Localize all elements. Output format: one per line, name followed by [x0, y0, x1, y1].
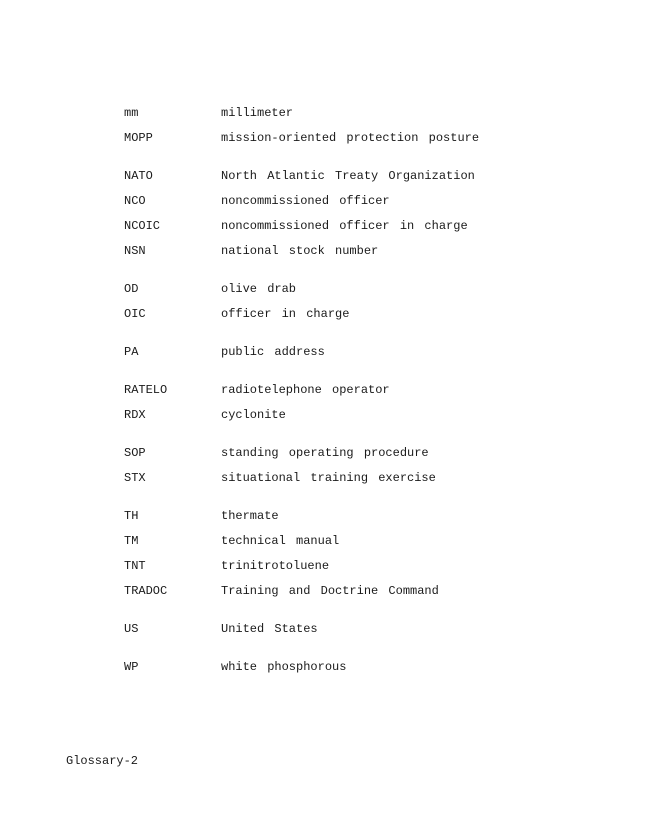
glossary-entry: [124, 339, 544, 364]
glossary-term: NSN: [124, 243, 146, 258]
glossary-term: US: [124, 621, 139, 636]
glossary-term: NCO: [124, 193, 146, 208]
glossary-definition: thermate: [221, 508, 279, 523]
glossary-entry: [124, 402, 544, 427]
glossary-entry: [124, 125, 544, 150]
glossary-term: SOP: [124, 445, 146, 460]
glossary-definition: radiotelephone operator: [221, 382, 390, 397]
glossary-definition: officer in charge: [221, 306, 350, 321]
glossary-entry: [124, 276, 544, 301]
glossary-term: RDX: [124, 407, 146, 422]
glossary-term: STX: [124, 470, 146, 485]
glossary-definition: mission-oriented protection posture: [221, 130, 480, 145]
glossary-entry: [124, 377, 544, 402]
glossary-term: OIC: [124, 306, 146, 321]
glossary-entry: [124, 528, 544, 553]
glossary-entry: [124, 465, 544, 490]
glossary-term: RATELO: [124, 382, 168, 397]
glossary-entry: [124, 163, 544, 188]
glossary-entry: [124, 238, 544, 263]
glossary-definition: national stock number: [221, 243, 379, 258]
glossary-entry: [124, 553, 544, 578]
glossary-definition: cyclonite: [221, 407, 286, 422]
glossary-entry: [124, 578, 544, 603]
glossary-definition: United States: [221, 621, 318, 636]
glossary-term: MOPP: [124, 130, 153, 145]
glossary-term: NATO: [124, 168, 153, 183]
glossary-term: WP: [124, 659, 139, 674]
glossary-entry: [124, 213, 544, 238]
glossary-entry: [124, 440, 544, 465]
glossary-definition: North Atlantic Treaty Organization: [221, 168, 475, 183]
glossary-entry: [124, 301, 544, 326]
glossary-definition: public address: [221, 344, 325, 359]
glossary-term: TH: [124, 508, 139, 523]
glossary-entry: [124, 654, 544, 679]
glossary-term: TM: [124, 533, 139, 548]
glossary-definition: noncommissioned officer in charge: [221, 218, 468, 233]
glossary-definition: white phosphorous: [221, 659, 347, 674]
glossary-term: TNT: [124, 558, 146, 573]
glossary-list: [124, 100, 544, 679]
glossary-entry: [124, 100, 544, 125]
glossary-definition: situational training exercise: [221, 470, 436, 485]
glossary-entry: [124, 503, 544, 528]
glossary-term: mm: [124, 105, 139, 120]
glossary-term: PA: [124, 344, 139, 359]
glossary-definition: olive drab: [221, 281, 297, 296]
glossary-term: OD: [124, 281, 139, 296]
glossary-entry: [124, 616, 544, 641]
glossary-definition: standing operating procedure: [221, 445, 429, 460]
glossary-definition: noncommissioned officer: [221, 193, 390, 208]
glossary-definition: millimeter: [221, 105, 294, 120]
glossary-term: TRADOC: [124, 583, 168, 598]
glossary-definition: trinitrotoluene: [221, 558, 330, 573]
glossary-definition: Training and Doctrine Command: [221, 583, 439, 598]
page-number-label: Glossary-2: [66, 754, 139, 768]
glossary-entry: [124, 188, 544, 213]
glossary-term: NCOIC: [124, 218, 161, 233]
glossary-definition: technical manual: [221, 533, 340, 548]
